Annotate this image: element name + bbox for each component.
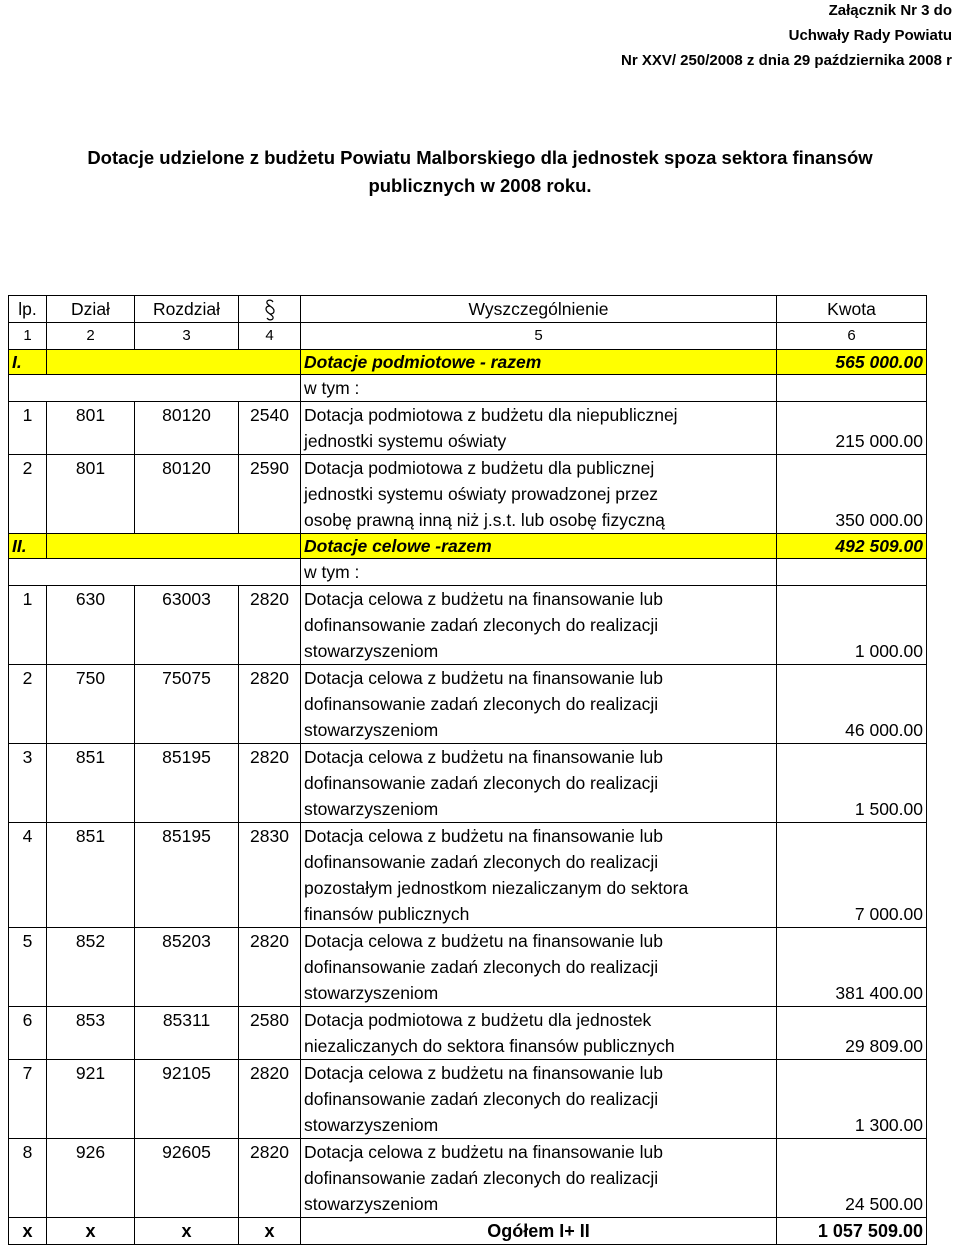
title-line-2: publicznych w 2008 roku. xyxy=(368,175,592,196)
total-x-3: x xyxy=(135,1218,239,1245)
cell-rozdzial: 92105 xyxy=(135,1060,239,1139)
cell-kwota: 46 000.00 xyxy=(777,665,927,744)
cell-opis: Dotacja celowa z budżetu na finansowanie lub dofinansowanie zadań zleconych do realizacji stowarzyszeniom xyxy=(301,928,777,1007)
section-roman: II. xyxy=(9,534,47,559)
table-row xyxy=(9,455,927,534)
cell-dzial: 852 xyxy=(47,928,135,1007)
col-number-6: 6 xyxy=(777,323,927,350)
table-row xyxy=(9,1007,927,1060)
cell-opis: Dotacja celowa z budżetu na finansowanie lub dofinansowanie zadań zleconych do realizacji stowarzyszeniom xyxy=(301,1060,777,1139)
cell-lp: 7 xyxy=(9,1060,47,1139)
cell-dzial: 921 xyxy=(47,1060,135,1139)
cell-opis: Dotacja celowa z budżetu na finansowanie lub dofinansowanie zadań zleconych do realizacji stowarzyszeniom xyxy=(301,1139,777,1218)
col-number-4: 4 xyxy=(239,323,301,350)
cell-kwota: 381 400.00 xyxy=(777,928,927,1007)
header-kwota: Kwota xyxy=(777,296,927,323)
cell-paragraf: 2820 xyxy=(239,1139,301,1218)
cell-kwota: 1 500.00 xyxy=(777,744,927,823)
cell-dzial: 801 xyxy=(47,402,135,455)
column-header-row xyxy=(9,296,927,323)
grants-table xyxy=(8,295,927,1245)
attachment-line-1: Załącznik Nr 3 do xyxy=(828,2,952,19)
cell-rozdzial: 85203 xyxy=(135,928,239,1007)
attachment-line-3: Nr XXV/ 250/2008 z dnia 29 października 2008 r xyxy=(620,52,952,69)
section-amount: 565 000.00 xyxy=(777,350,927,375)
table-row xyxy=(9,928,927,1007)
attachment-header xyxy=(621,0,952,72)
title-line-1: Dotacje udzielone z budżetu Powiatu Malborskiego dla jednostek spoza sektora finansów xyxy=(87,147,873,168)
cell-dzial: 801 xyxy=(47,455,135,534)
cell-paragraf: 2830 xyxy=(239,823,301,928)
section-row-podmiotowe xyxy=(9,350,927,375)
cell-opis: Dotacja celowa z budżetu na finansowanie lub dofinansowanie zadań zleconych do realizacji pozostałym jednostkom niezaliczanym do sektora finansów publicznych xyxy=(301,823,777,928)
cell-opis: Dotacja podmiotowa z budżetu dla jednostek niezaliczanych do sektora finansów publicznych xyxy=(301,1007,777,1060)
table-row xyxy=(9,1060,927,1139)
cell-kwota: 7 000.00 xyxy=(777,823,927,928)
table-row xyxy=(9,823,927,928)
cell-rozdzial: 85195 xyxy=(135,823,239,928)
cell-kwota: 29 809.00 xyxy=(777,1007,927,1060)
cell-rozdzial: 75075 xyxy=(135,665,239,744)
section-sign-icon xyxy=(263,299,277,321)
cell-rozdzial: 85311 xyxy=(135,1007,239,1060)
table-row xyxy=(9,586,927,665)
section-label: Dotacje podmiotowe - razem xyxy=(301,350,777,375)
cell-paragraf: 2540 xyxy=(239,402,301,455)
cell-rozdzial: 63003 xyxy=(135,586,239,665)
cell-kwota: 350 000.00 xyxy=(777,455,927,534)
cell-lp: 1 xyxy=(9,402,47,455)
w-tym-row-1 xyxy=(9,375,927,402)
attachment-line-2: Uchwały Rady Powiatu xyxy=(788,27,952,44)
cell-rozdzial: 80120 xyxy=(135,455,239,534)
cell-opis: Dotacja podmiotowa z budżetu dla publicznej jednostki systemu oświaty prowadzonej przez osobę prawną inną niż j.s.t. lub osobę fizyczną xyxy=(301,455,777,534)
total-x-2: x xyxy=(47,1218,135,1245)
cell-lp: 8 xyxy=(9,1139,47,1218)
table-row xyxy=(9,744,927,823)
cell-lp: 2 xyxy=(9,665,47,744)
header-lp: lp. xyxy=(9,296,47,323)
document-title xyxy=(20,144,940,200)
col-number-1: 1 xyxy=(9,323,47,350)
cell-rozdzial: 80120 xyxy=(135,402,239,455)
cell-paragraf: 2590 xyxy=(239,455,301,534)
w-tym-label: w tym : xyxy=(301,559,777,586)
column-number-row xyxy=(9,323,927,350)
w-tym-row-2 xyxy=(9,559,927,586)
cell-dzial: 926 xyxy=(47,1139,135,1218)
cell-dzial: 750 xyxy=(47,665,135,744)
total-x-1: x xyxy=(9,1218,47,1245)
cell-lp: 3 xyxy=(9,744,47,823)
cell-dzial: 630 xyxy=(47,586,135,665)
cell-paragraf: 2820 xyxy=(239,928,301,1007)
total-x-4: x xyxy=(239,1218,301,1245)
table-row xyxy=(9,402,927,455)
cell-dzial: 851 xyxy=(47,823,135,928)
cell-lp: 6 xyxy=(9,1007,47,1060)
cell-paragraf: 2820 xyxy=(239,586,301,665)
cell-paragraf: 2820 xyxy=(239,744,301,823)
section-label: Dotacje celowe -razem xyxy=(301,534,777,559)
cell-lp: 1 xyxy=(9,586,47,665)
total-amount: 1 057 509.00 xyxy=(777,1218,927,1245)
cell-kwota: 1 300.00 xyxy=(777,1060,927,1139)
header-paragraf xyxy=(239,296,301,323)
section-amount: 492 509.00 xyxy=(777,534,927,559)
cell-dzial: 853 xyxy=(47,1007,135,1060)
cell-opis: Dotacja celowa z budżetu na finansowanie lub dofinansowanie zadań zleconych do realizacji stowarzyszeniom xyxy=(301,665,777,744)
total-label: Ogółem I+ II xyxy=(301,1218,777,1245)
col-number-2: 2 xyxy=(47,323,135,350)
col-number-3: 3 xyxy=(135,323,239,350)
table-row xyxy=(9,665,927,744)
total-row xyxy=(9,1218,927,1245)
header-rozdzial: Rozdział xyxy=(135,296,239,323)
cell-dzial: 851 xyxy=(47,744,135,823)
cell-opis: Dotacja celowa z budżetu na finansowanie lub dofinansowanie zadań zleconych do realizacji stowarzyszeniom xyxy=(301,586,777,665)
cell-lp: 4 xyxy=(9,823,47,928)
section-roman: I. xyxy=(9,350,47,375)
cell-opis: Dotacja podmiotowa z budżetu dla niepublicznej jednostki systemu oświaty xyxy=(301,402,777,455)
cell-paragraf: 2820 xyxy=(239,1060,301,1139)
cell-rozdzial: 92605 xyxy=(135,1139,239,1218)
cell-rozdzial: 85195 xyxy=(135,744,239,823)
col-number-5: 5 xyxy=(301,323,777,350)
cell-lp: 2 xyxy=(9,455,47,534)
cell-paragraf: 2820 xyxy=(239,665,301,744)
cell-kwota: 24 500.00 xyxy=(777,1139,927,1218)
w-tym-label: w tym : xyxy=(301,375,777,402)
cell-kwota: 215 000.00 xyxy=(777,402,927,455)
header-dzial: Dział xyxy=(47,296,135,323)
cell-kwota: 1 000.00 xyxy=(777,586,927,665)
cell-opis: Dotacja celowa z budżetu na finansowanie lub dofinansowanie zadań zleconych do realizacji stowarzyszeniom xyxy=(301,744,777,823)
cell-lp: 5 xyxy=(9,928,47,1007)
cell-paragraf: 2580 xyxy=(239,1007,301,1060)
table-row xyxy=(9,1139,927,1218)
header-wyszczegolnienie: Wyszczególnienie xyxy=(301,296,777,323)
section-row-celowe xyxy=(9,534,927,559)
